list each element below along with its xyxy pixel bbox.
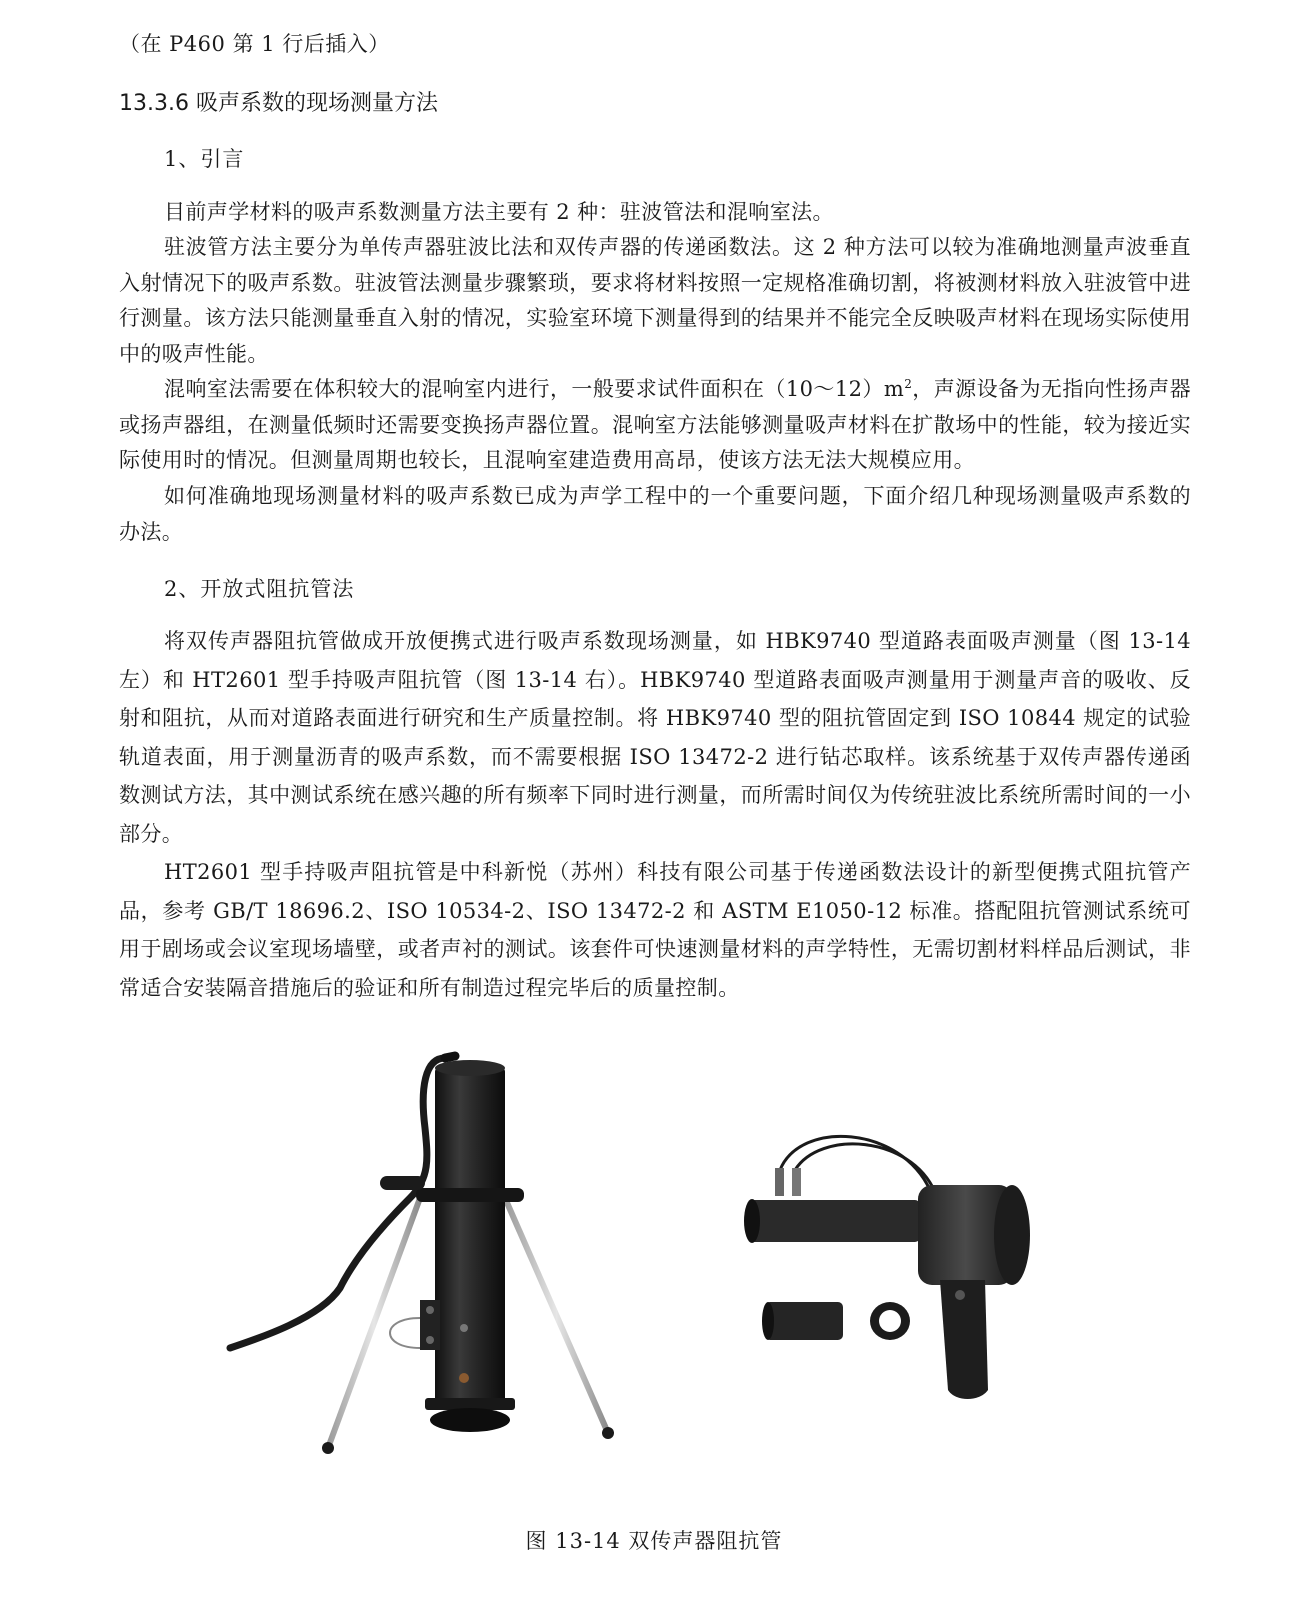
figure-caption: 图 13-14 双传声器阻抗管 — [525, 1529, 783, 1553]
intro-paragraph-1: 目前声学材料的吸声系数测量方法主要有 2 种：驻波管法和混响室法。 — [164, 200, 834, 224]
ht2601-handheld-tube-photo — [740, 1130, 1040, 1420]
intro-paragraph-3 — [119, 372, 1191, 479]
intro-paragraph-3-part-a: 混响室法需要在体积较大的混响室内进行，一般要求试件面积在（10～12）m — [164, 377, 905, 401]
intro-paragraph-4: 如何准确地现场测量材料的吸声系数已成为声学工程中的一个重要问题，下面介绍几种现场测量吸声系数的办法。 — [119, 484, 1191, 544]
intro-paragraph-2: 驻波管方法主要分为单传声器驻波比法和双传声器的传递函数法。这 2 种方法可以较为准确地测量声波垂直入射情况下的吸声系数。驻波管法测量步骤繁琐，要求将材料按照一定规格准确切割，将被测材料放入驻波管中进行测量。该方法只能测量垂直入射的情况，实验室环境下测量得到的结果并不能完全反映吸声材料在现场实际使用中的吸声性能。 — [119, 235, 1191, 366]
insert-note: （在 P460 第 1 行后插入） — [119, 32, 390, 56]
open-tube-paragraph-2: HT2601 型手持吸声阻抗管是中科新悦（苏州）科技有限公司基于传递函数法设计的新型便携式阻抗管产品，参考 GB/T 18696.2、ISO 10534-2、ISO 13472-2 和 ASTM E1050-12 标准。搭配阻抗管测试系统可用于剧场或会议室现场墙壁，或者声衬的测试。该套件可快速测量材料的声学特性，无需切割材料样品后测试，非常适合安装隔音措施后的验证和所有制造过程完毕后的质量控制。 — [119, 860, 1191, 1000]
intro-paragraph-3-part-b: ，声源设备为无指向性扬声器或扬声器组，在测量低频时还需要变换扬声器位置。混响室方法能够测量吸声材料在扩散场中的性能，较为接近实际使用时的情况。但测量周期也较长，且混响室建造费用高昂，使该方法无法大规模应用。 — [119, 377, 1191, 472]
intro-heading: 1、引言 — [164, 147, 245, 171]
open-tube-heading: 2、开放式阻抗管法 — [164, 577, 355, 601]
open-tube-paragraph-1: 将双传声器阻抗管做成开放便携式进行吸声系数现场测量，如 HBK9740 型道路表面吸声测量（图 13-14 左）和 HT2601 型手持吸声阻抗管（图 13-14 右）。HBK9740 型道路表面吸声测量用于测量声音的吸收、反射和阻抗，从而对道路表面进行研究和生产质量控制。将 HBK9740 型的阻抗管固定到 ISO 10844 规定的试验轨道表面，用于测量沥青的吸声系数，而不需要根据 ISO 13472-2 进行钻芯取样。该系统基于双传声器传递函数测试方法，其中测试系统在感兴趣的所有频率下同时进行测量，而所需时间仅为传统驻波比系统所需时间的一小部分。 — [119, 629, 1191, 846]
section-title: 13.3.6 吸声系数的现场测量方法 — [119, 91, 438, 116]
hbk9740-tube-photo — [220, 1048, 640, 1468]
area-unit-superscript: 2 — [904, 377, 913, 391]
